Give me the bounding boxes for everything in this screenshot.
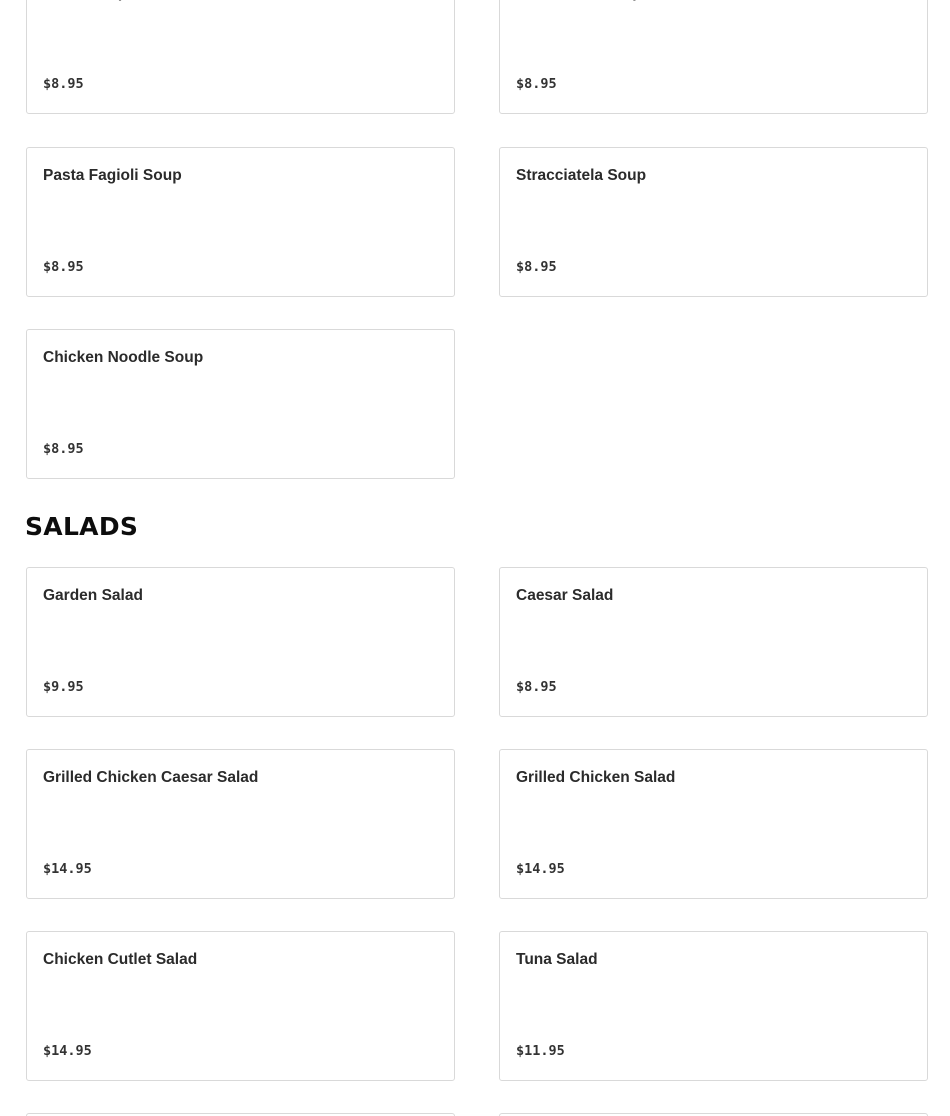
menu-item-name: Grilled Chicken Salad: [516, 769, 676, 786]
menu-item-name: Grilled Chicken Caesar Salad: [43, 769, 259, 786]
menu-item-card[interactable]: [499, 749, 928, 899]
menu-item-price: $11.95: [516, 1043, 565, 1059]
menu-item-name: Chicken Cutlet Salad: [43, 951, 198, 968]
menu-item-name: [516, 0, 642, 2]
menu-item-price: $14.95: [516, 861, 565, 877]
menu-item-name: Pasta Fagioli Soup: [43, 167, 182, 184]
menu-item-card[interactable]: [26, 329, 455, 479]
menu-item-card[interactable]: [499, 931, 928, 1081]
menu-item-card[interactable]: [26, 749, 455, 899]
menu-item-price: $14.95: [43, 861, 92, 877]
menu-item-price: $8.95: [43, 441, 84, 457]
menu-item-price: $8.95: [516, 679, 557, 695]
menu-item-card[interactable]: [499, 147, 928, 297]
menu-item-price: $14.95: [43, 1043, 92, 1059]
menu-item-name: [43, 0, 127, 2]
menu-item-card[interactable]: [499, 0, 928, 114]
menu-item-price: $9.95: [43, 679, 84, 695]
menu-item-name: Chicken Noodle Soup: [43, 349, 204, 366]
menu-item-price: $8.95: [516, 259, 557, 275]
menu-item-name: Stracciatela Soup: [516, 167, 647, 184]
menu-item-name: Caesar Salad: [516, 587, 614, 604]
menu-item-card[interactable]: [26, 147, 455, 297]
menu-item-card[interactable]: [26, 931, 455, 1081]
menu-item-price: $8.95: [516, 76, 557, 92]
menu-item-price: $8.95: [43, 259, 84, 275]
menu-item-card[interactable]: [26, 0, 455, 114]
section-heading-salads: SALADS: [25, 512, 139, 541]
menu-item-price: $8.95: [43, 76, 84, 92]
menu-item-name: Garden Salad: [43, 587, 143, 604]
menu-item-card[interactable]: [26, 567, 455, 717]
menu-item-name: Tuna Salad: [516, 951, 598, 968]
menu-item-card[interactable]: [499, 567, 928, 717]
